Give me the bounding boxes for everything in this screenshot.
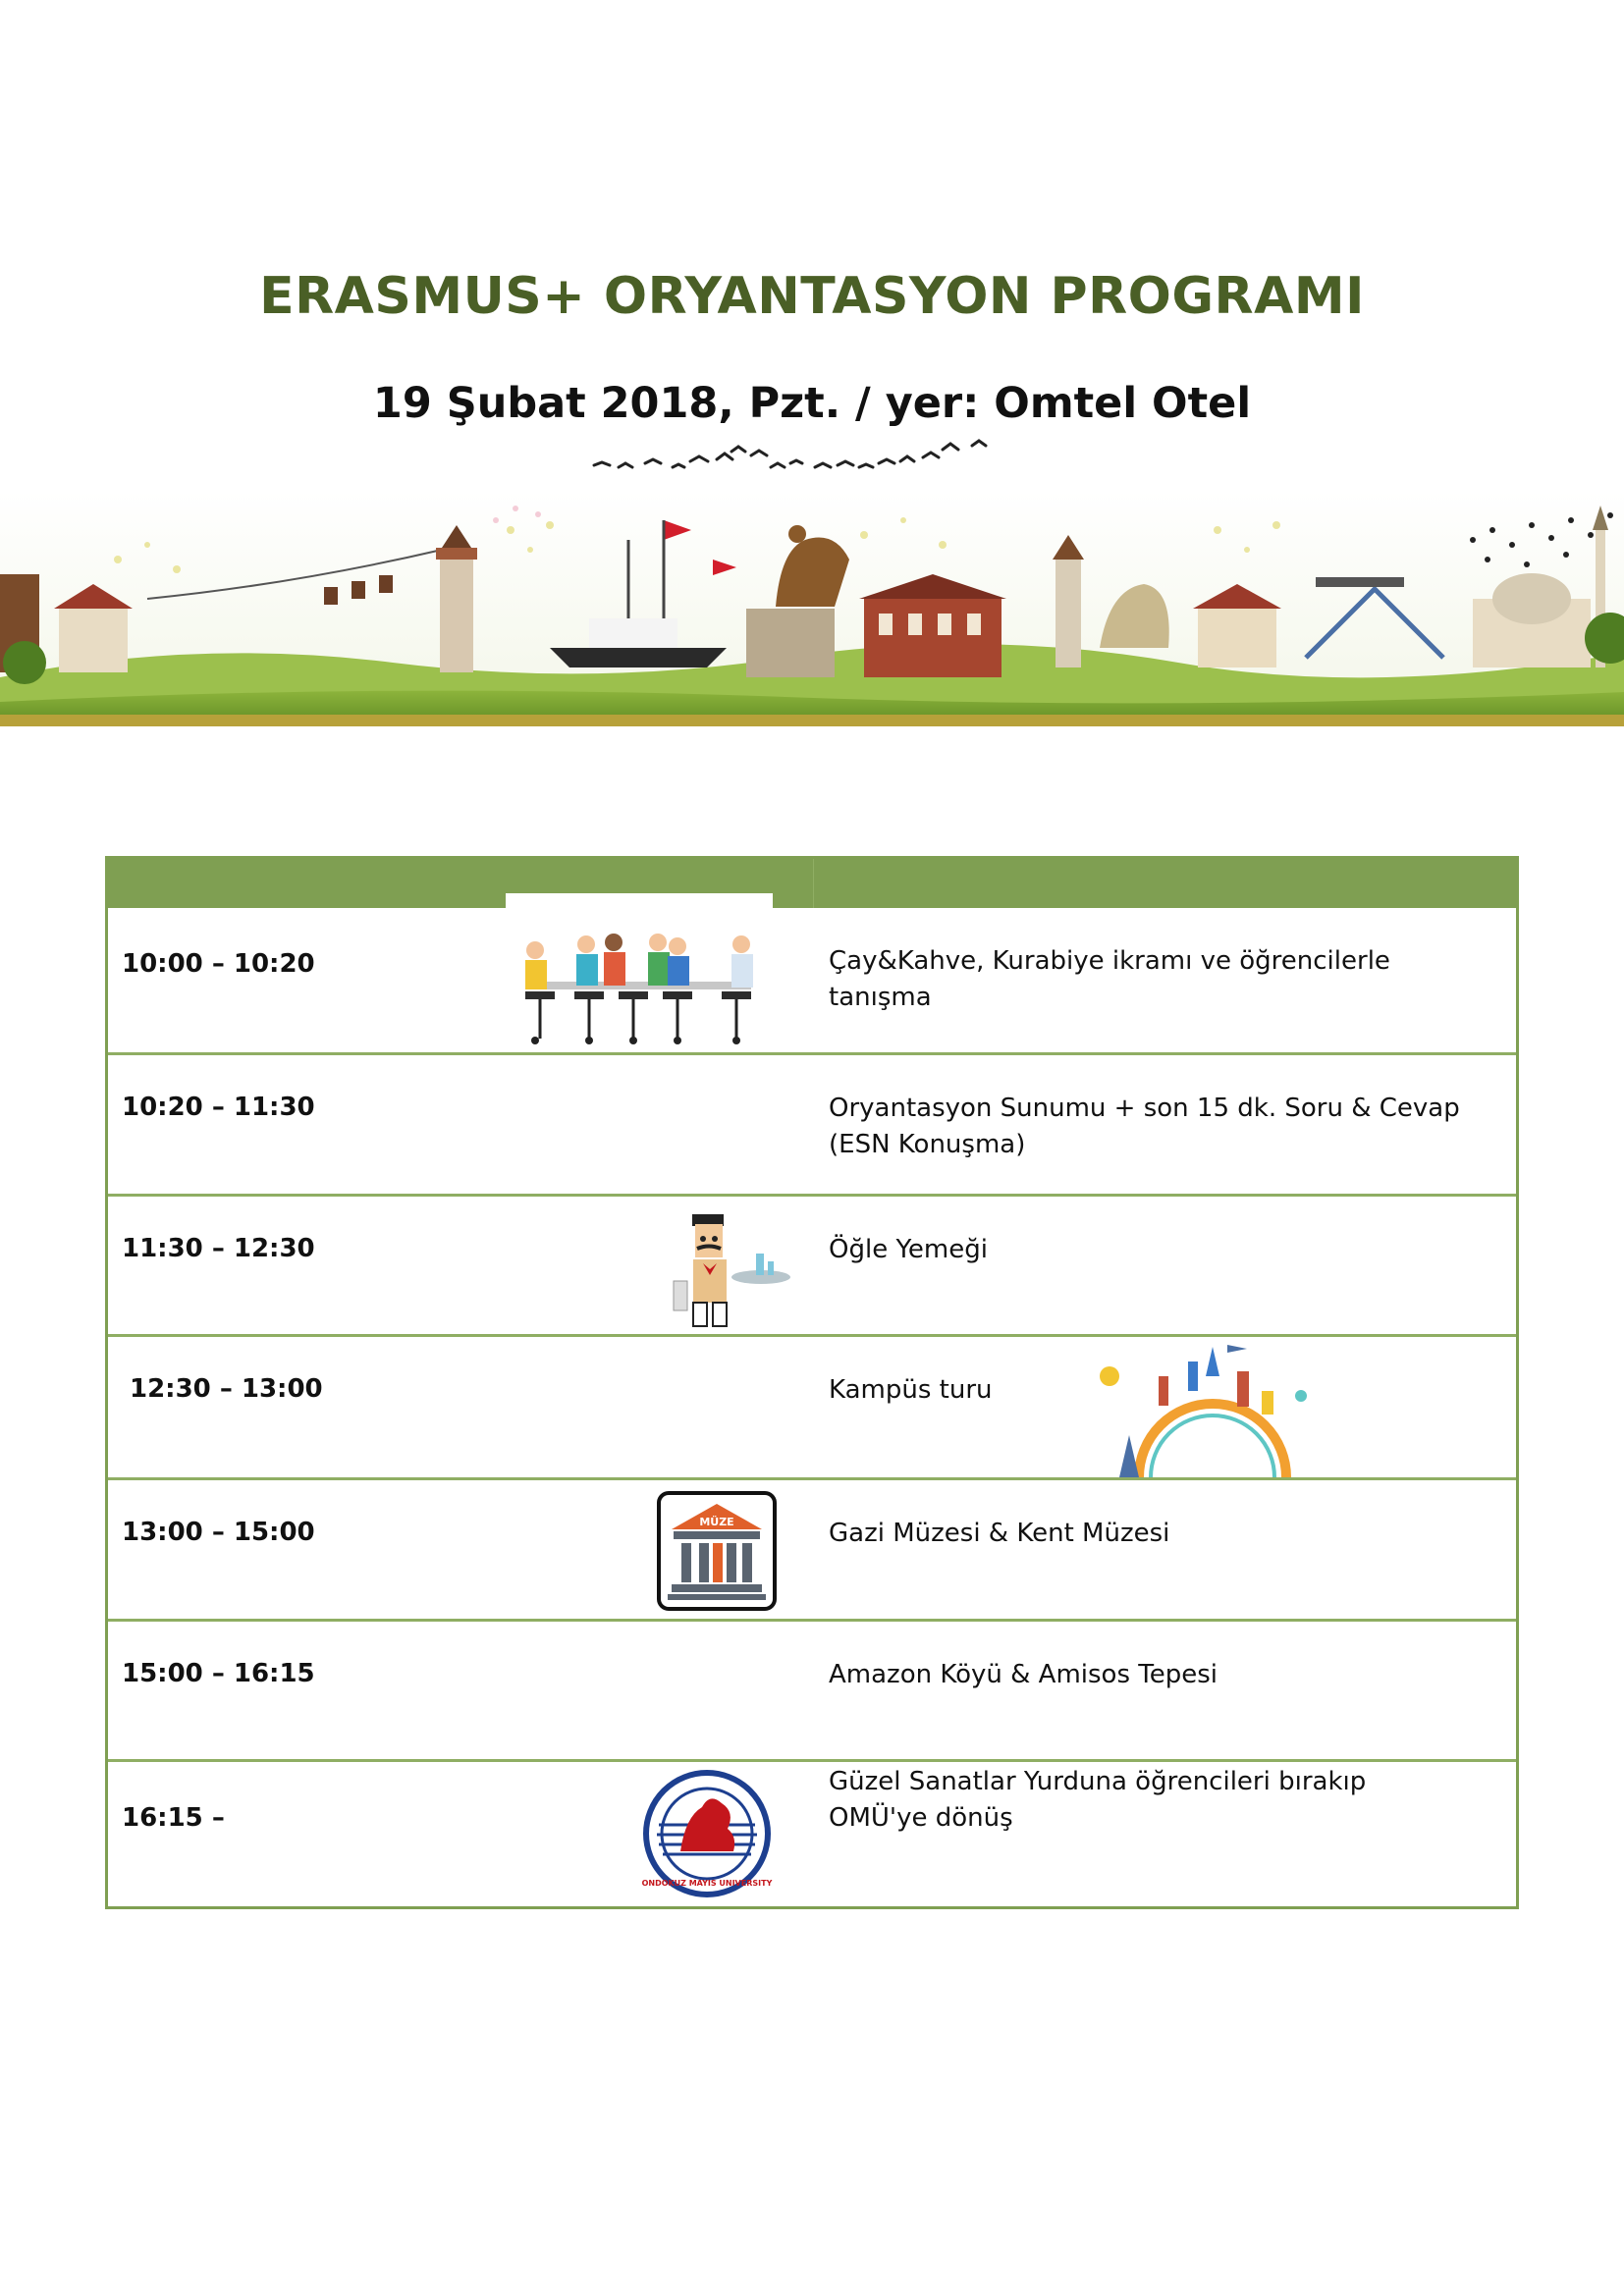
activity-cell: Kampüs turu: [829, 1375, 993, 1405]
table-row: [108, 908, 1516, 1052]
museum-sign-text: MÜZE: [699, 1516, 734, 1528]
time-cell: 13:00 – 15:00: [122, 1518, 315, 1547]
activity-cell: Oryantasyon Sunumu + son 15 dk. Soru & Cevap (ESN Konuşma): [829, 1094, 1460, 1159]
museum-icon: [656, 1490, 778, 1612]
meeting-people-illustration: [506, 893, 773, 1052]
city-landmarks-banner: [0, 491, 1624, 726]
table-row: [108, 1759, 1516, 1906]
time-cell: 10:20 – 11:30: [122, 1093, 315, 1122]
time-cell: 12:30 – 13:00: [130, 1374, 323, 1404]
activity-cell: Çay&Kahve, Kurabiye ikramı ve öğrencilerle tanışma: [829, 946, 1390, 1012]
table-row: [108, 1194, 1516, 1334]
university-logo: [641, 1768, 773, 1899]
page-title: ERASMUS+ ORYANTASYON PROGRAMI: [259, 267, 1365, 326]
table-row: [108, 1619, 1516, 1759]
time-cell: 10:00 – 10:20: [122, 949, 315, 979]
table-row: [108, 1477, 1516, 1619]
world-landmarks-illustration: [1090, 1337, 1326, 1477]
time-cell: 11:30 – 12:30: [122, 1234, 315, 1263]
activity-cell: Gazi Müzesi & Kent Müzesi: [829, 1519, 1170, 1548]
waiter-illustration: [658, 1204, 795, 1332]
activity-cell: Güzel Sanatlar Yurduna öğrencileri bırakıp OMÜ'ye dönüş: [829, 1767, 1367, 1833]
activity-cell: Amazon Köyü & Amisos Tepesi: [829, 1660, 1218, 1689]
logo-ring-text: ONDOKUZ MAYIS UNIVERSITY: [641, 1879, 773, 1888]
table-row: [108, 1052, 1516, 1194]
table-row: [108, 1334, 1516, 1477]
table-header-bar: [108, 859, 1516, 908]
event-date-location: 19 Şubat 2018, Pzt. / yer: Omtel Otel: [372, 379, 1252, 428]
schedule-table: [105, 856, 1519, 1909]
activity-cell: Öğle Yemeği: [829, 1235, 988, 1264]
birds-illustration: [584, 438, 1006, 487]
time-cell: 15:00 – 16:15: [122, 1659, 315, 1688]
time-cell: 16:15 –: [122, 1803, 225, 1833]
